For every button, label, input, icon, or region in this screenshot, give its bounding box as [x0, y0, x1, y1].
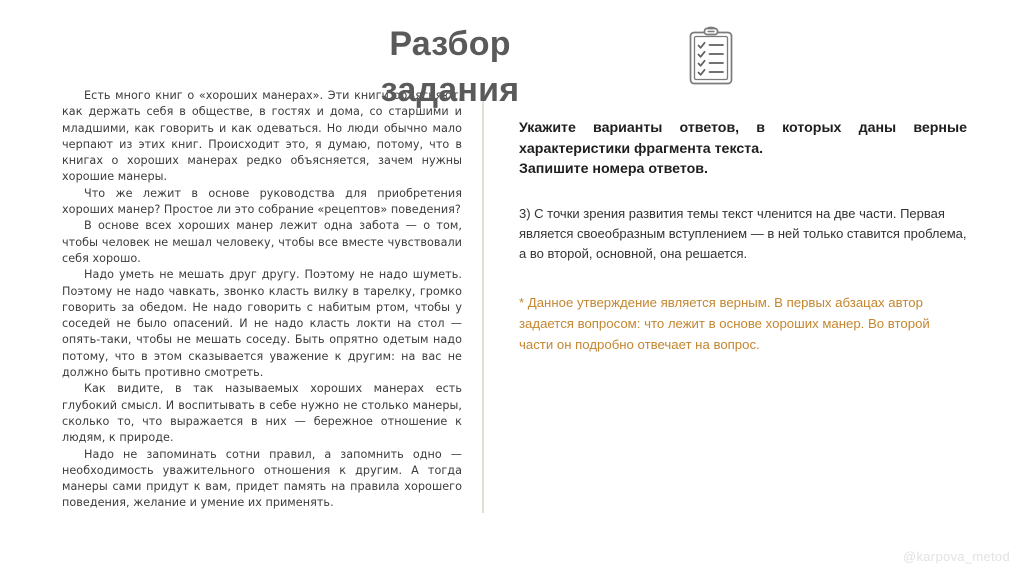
- task-prompt: [519, 118, 967, 180]
- source-paragraph: В основе всех хороших манер лежит одна забота — о том, чтобы человек не мешал человеку, чтобы все вместе чувствовали себя хорошо.: [62, 219, 462, 265]
- column-divider: [482, 88, 484, 513]
- clipboard-checklist-icon: [686, 26, 736, 88]
- source-text-panel: [62, 88, 462, 512]
- source-paragraph: Надо не запоминать сотни правил, а запомнить одно — необходимость уважительного отношения к другим. А тогда манеры сами придут к вам, придет память на правила хорошего поведения, желание и умение их применять.: [62, 447, 462, 510]
- task-prompt-tail: Запишите номера ответов.: [519, 161, 708, 177]
- source-paragraph: Надо уметь не мешать друг другу. Поэтому не надо шуметь. Поэтому не надо чавкать, звонко класть вилку в тарелку, громко говорить за обедом. Не надо говорить с набитым ртом, чтобы у соседей не было опасений. И не надо класть локти на стол — опять-таки, чтобы не мешать соседу. Быть опрятно одетым надо потому, что в этом сказывается уважение к другим: на вас не должно быть противно смотреть.: [62, 268, 462, 380]
- source-paragraph: Как видите, в так называемых хороших манерах есть глубокий смысл. И воспитывать в себе нужно не столько манеры, сколько то, что выражается в них — бережное отношение к людям, к природе.: [62, 382, 462, 445]
- answer-explanation: * Данное утверждение является верным. В первых абзацах автор задается вопросом: что лежит в основе хороших манер. Во второй части он подробно отвечает на вопрос.: [519, 294, 930, 352]
- task-panel: [519, 118, 967, 355]
- source-paragraph: Что же лежит в основе руководства для приобретения хороших манер? Простое ли это собрание «рецептов» поведения?: [62, 186, 462, 217]
- watermark-handle: @karpova_metod: [902, 549, 1010, 564]
- page-title-line-1: Разбор: [389, 25, 511, 63]
- answer-option-statement: 3) С точки зрения развития темы текст членится на две части. Первая является своеобразным вступлением — в ней только ставится проблема, а во второй, основной, она решается.: [519, 205, 967, 261]
- task-prompt-main: Укажите варианты ответов, в которых даны верные характеристики фрагмента текста.: [519, 120, 967, 157]
- source-paragraph: Есть много книг о «хороших манерах». Эти книги объясняют, как держать себя в обществе, в гостях и дома, со старшими и младшими, как говорить и как одеваться. Но люди обычно мало черпают из этих книг. Происходит это, я думаю, потому, что в книгах о хороших манерах редко объясняется, зачем нужны хорошие манеры.: [62, 89, 462, 184]
- page-title-line-2: задания: [380, 70, 520, 109]
